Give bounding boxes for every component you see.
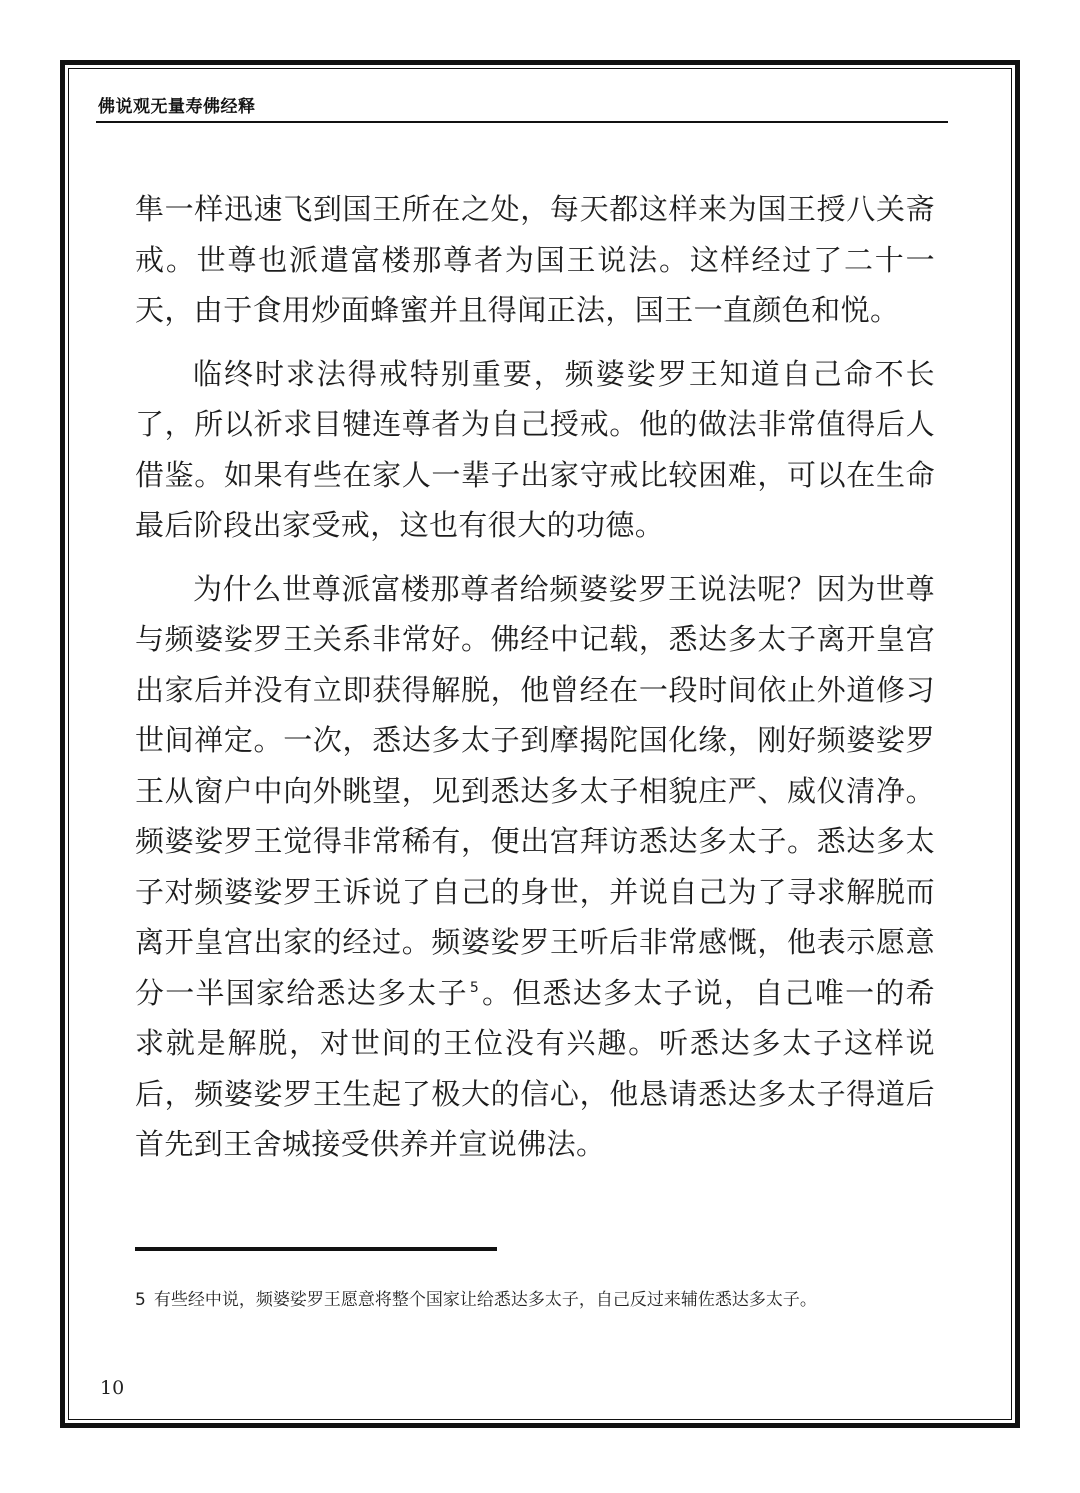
body-text: [135, 184, 935, 1183]
footnote: [135, 1288, 935, 1312]
paragraph-1: 隼一样迅速飞到国王所在之处，每天都这样来为国王授八关斋戒。世尊也派遣富楼那尊者为国王说法。这样经过了二十一天，由于食用炒面蜂蜜并且得闻正法，国王一直颜色和悦。: [135, 192, 935, 327]
footnote-reference[interactable]: 5: [469, 979, 480, 996]
footnote-number: 5: [135, 1290, 146, 1310]
paragraph-2: 临终时求法得戒特别重要，频婆娑罗王知道自己命不长了，所以祈求目犍连尊者为自己授戒。他的做法非常值得后人借鉴。如果有些在家人一辈子出家守戒比较困难，可以在生命最后阶段出家受戒，这也有很大的功德。: [135, 356, 935, 542]
footnote-text: 有些经中说，频婆娑罗王愿意将整个国家让给悉达多太子，自己反过来辅佐悉达多太子。: [153, 1290, 817, 1310]
header-rule: [96, 121, 948, 123]
footnote-rule: [135, 1247, 497, 1251]
paragraph-3-part-2: 。但悉达多太子说，自己唯一的希求就是解脱，对世间的王位没有兴趣。听悉达多太子这样说后，频婆娑罗王生起了极大的信心，他恳请悉达多太子得道后首先到王舍城接受供养并宣说佛法。: [135, 975, 935, 1161]
page-number: 10: [100, 1377, 125, 1399]
paragraph-3-part-1: 为什么世尊派富楼那尊者给频婆娑罗王说法呢？因为世尊与频婆娑罗王关系非常好。佛经中记载，悉达多太子离开皇宫出家后并没有立即获得解脱，他曾经在一段时间依止外道修习世间禅定。一次，悉达多太子到摩揭陀国化缘，刚好频婆娑罗王从窗户中向外眺望，见到悉达多太子相貌庄严、威仪清净。频婆娑罗王觉得非常稀有，便出宫拜访悉达多太子。悉达多太子对频婆娑罗王诉说了自己的身世，并说自己为了寻求解脱而离开皇宫出家的经过。频婆娑罗王听后非常感慨，他表示愿意分一半国家给悉达多太子: [135, 571, 935, 1010]
running-header-title: 佛说观无量寿佛经释: [98, 97, 256, 117]
paragraph-3: [135, 564, 935, 1170]
